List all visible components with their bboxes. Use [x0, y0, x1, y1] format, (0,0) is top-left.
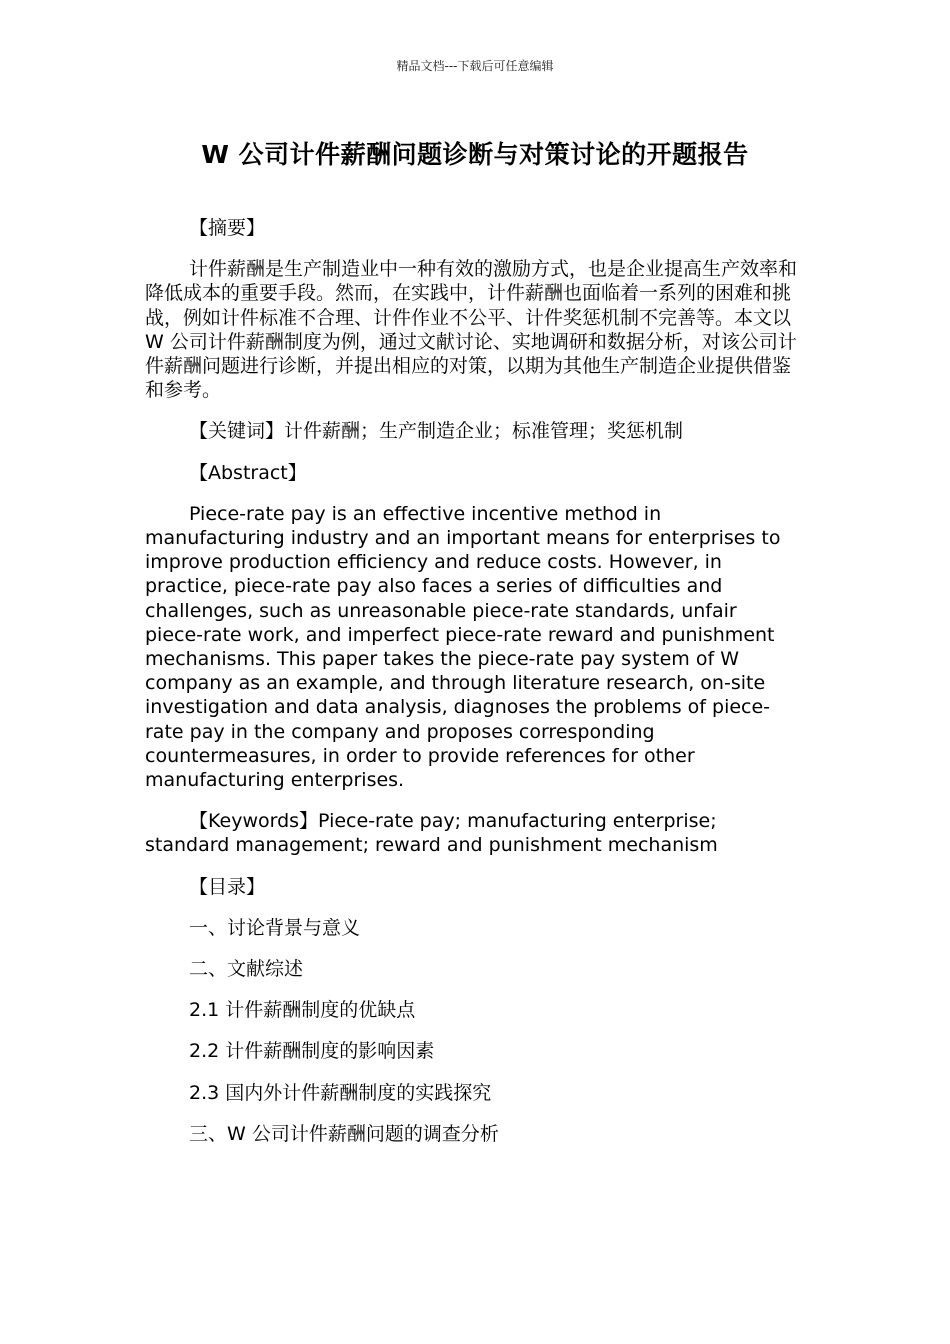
abstract-en-body: Piece-rate pay is an effective incentive method in manufacturing industry and an important means for enterprises to improve production efficiency and reduce costs. However, in practice, piece-rate pay also faces a series of difficulties and challenges, such as unreasonable piece-rate standards, unfair piece-rate work, and imperfect piece-rate reward and punishment mechanisms. This paper takes the piece-rate pay system of W company as an example, and through literature research, on-site investigation and data analysis, diagnoses the problems of piece-rate pay in the company and proposes corresponding countermeasures, in order to provide references for other manufacturing enterprises.	[145, 502, 781, 792]
document-body	[145, 216, 800, 1163]
keywords-en: 【Keywords】Piece-rate pay; manufacturing enterprise; standard management; reward and punishment mechanism	[145, 810, 718, 857]
toc-item: 一、讨论背景与意义	[189, 916, 361, 939]
page-header: 精品文档---下载后可任意编辑	[396, 59, 554, 73]
toc-item: 三、W 公司计件薪酬问题的调查分析	[189, 1122, 499, 1145]
toc-item: 2.2 计件薪酬制度的影响因素	[189, 1040, 435, 1063]
toc-item: 2.1 计件薪酬制度的优缺点	[189, 999, 416, 1022]
toc-heading: 【目录】	[189, 875, 266, 898]
document-title: W 公司计件薪酬问题诊断与对策讨论的开题报告	[201, 140, 749, 169]
keywords-cn: 【关键词】计件薪酬；生产制造企业；标准管理；奖惩机制	[189, 420, 684, 443]
toc-item: 二、文献综述	[189, 958, 304, 981]
abstract-cn-heading: 【摘要】	[189, 217, 266, 239]
toc-item: 2.3 国内外计件薪酬制度的实践探究	[189, 1081, 492, 1104]
abstract-en-heading: 【Abstract】	[189, 461, 307, 484]
abstract-cn-body: 计件薪酬是生产制造业中一种有效的激励方式，也是企业提高生产效率和降低成本的重要手段。然而，在实践中，计件薪酬也面临着一系列的困难和挑战，例如计件标准不合理、计件作业不公平、计件奖惩机制不完善等。本文以 W 公司计件薪酬制度为例，通过文献讨论、实地调研和数据分析，对该公司计件薪酬问题进行诊断，并提出相应的对策，以期为其他生产制造企业提供借鉴和参考。	[145, 258, 798, 402]
